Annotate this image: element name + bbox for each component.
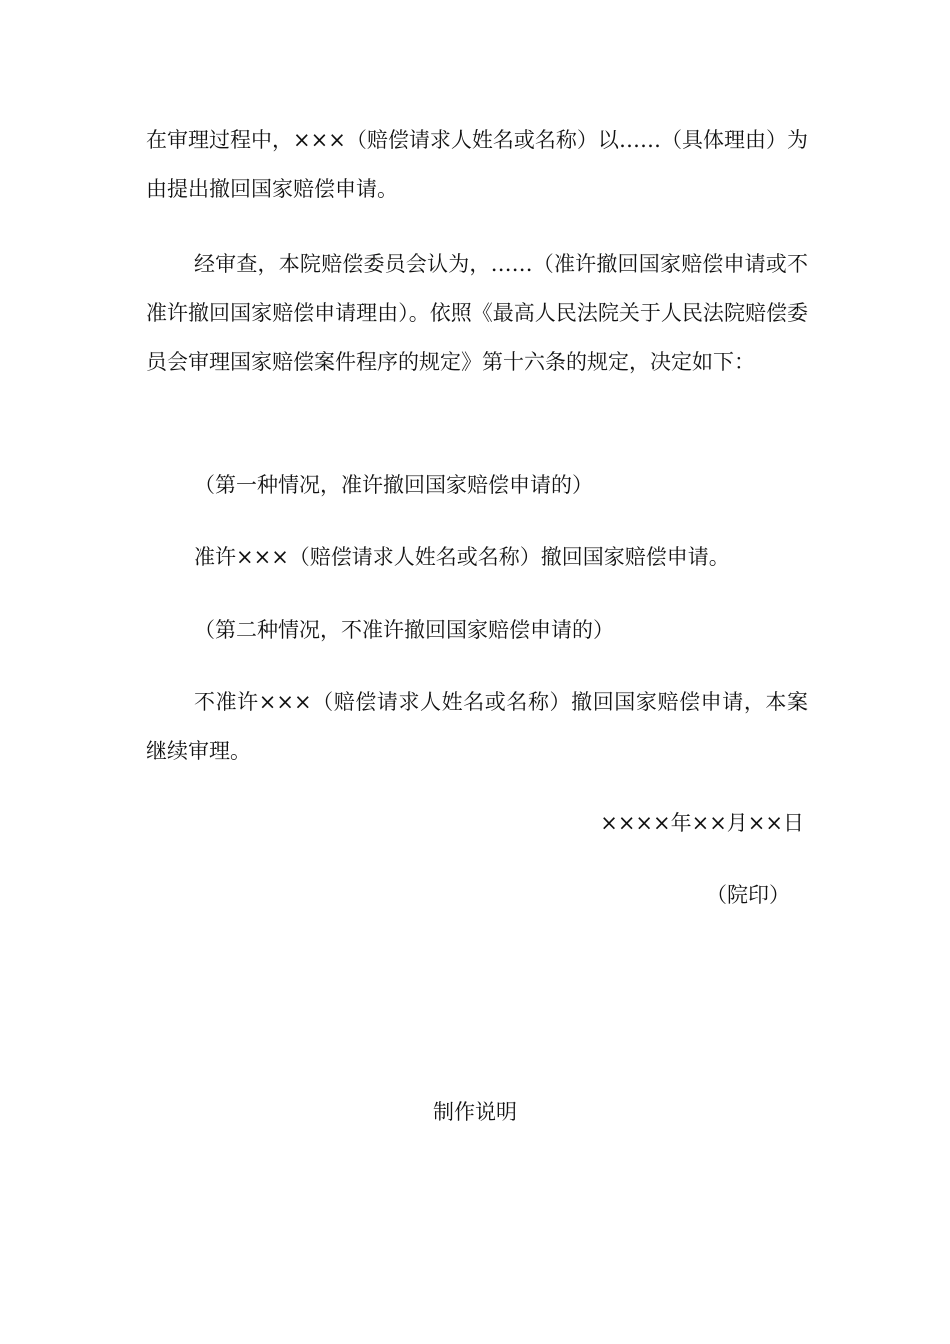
paragraph-review-process: 在审理过程中，×××（赔偿请求人姓名或名称）以……（具体理由）为由提出撤回国家赔偿申请。 — [146, 128, 808, 201]
paragraph-case-one-decision: 准许×××（赔偿请求人姓名或名称）撤回国家赔偿申请。 — [194, 545, 730, 569]
court-seal-note: （院印） — [706, 883, 790, 907]
paragraph-case-two-heading: （第二种情况，不准许撤回国家赔偿申请的） — [194, 618, 614, 642]
document-date: ××××年××月××日 — [600, 811, 804, 835]
section-title: 制作说明 — [433, 1100, 517, 1124]
paragraph-examination-basis: 经审查，本院赔偿委员会认为，……（准许撤回国家赔偿申请或不准许撤回国家赔偿申请理由）。依照《最高人民法院关于人民法院赔偿委员会审理国家赔偿案件程序的规定》第十六条的规定，决定如下： — [146, 252, 808, 374]
paragraph-case-one-heading: （第一种情况，准许撤回国家赔偿申请的） — [194, 473, 593, 497]
paragraph-case-two-decision: 不准许×××（赔偿请求人姓名或名称）撤回国家赔偿申请，本案继续审理。 — [146, 690, 808, 763]
